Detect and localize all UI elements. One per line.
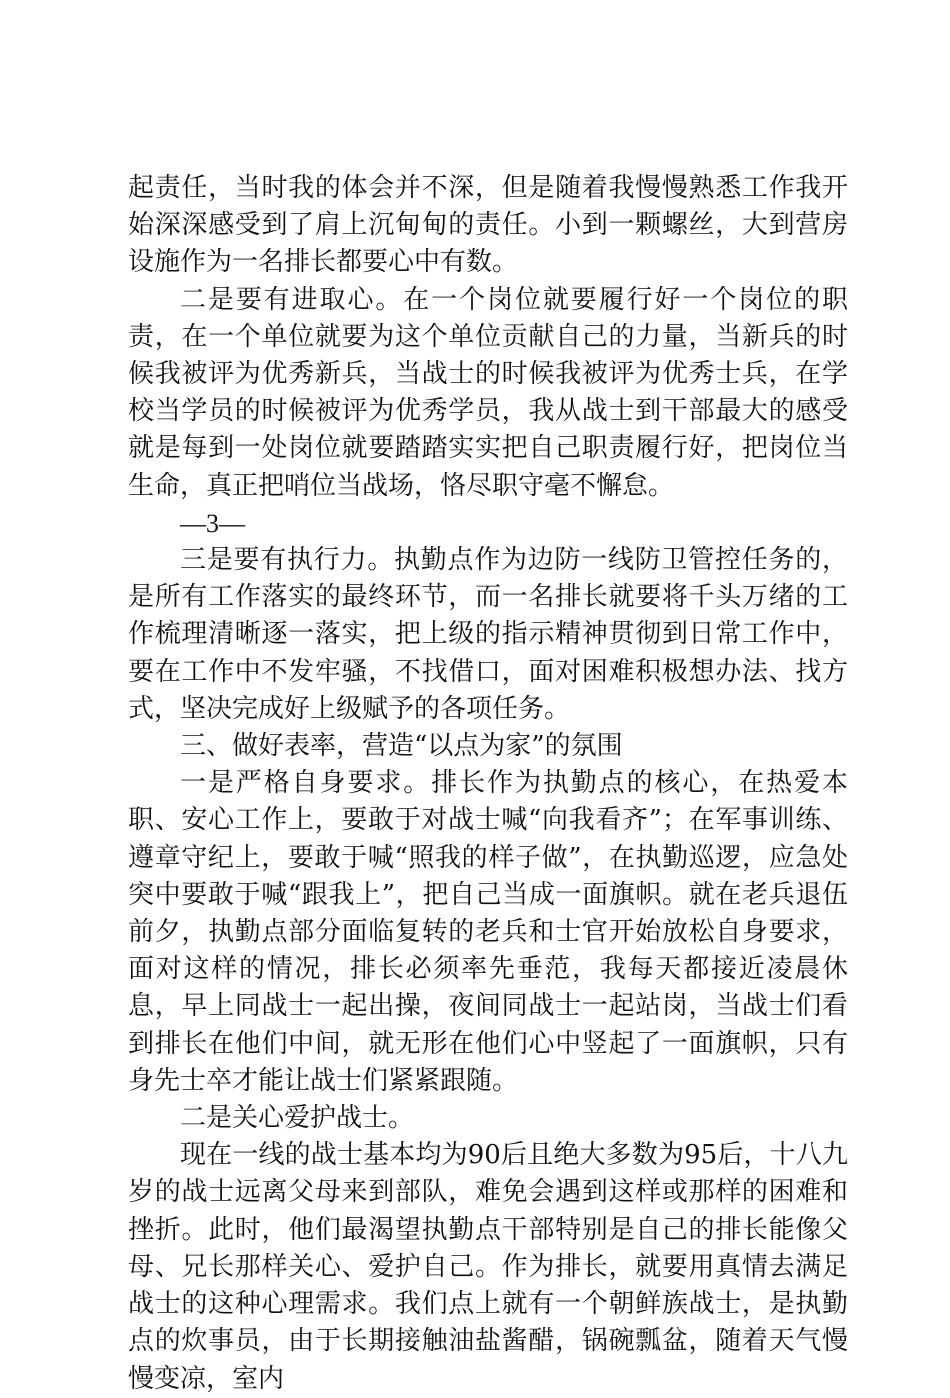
paragraph-care-heading: 二是关心爱护战士。	[180, 1103, 415, 1134]
paragraph-third-point: 三是要有执行力。执勤点作为边防一线防卫管控任务的，是所有工作落实的最终环节，而一名排长就要将千头万绪的工作梳理清晰逐一落实，把上级的指示精神贯彻到日常工作中，要在工作中不发牢骚，不找借口，面对困难积极想办法、找方式，坚决完成好上级赋予的各项任务。	[128, 545, 848, 724]
paragraph-second-point: 二是要有进取心。在一个岗位就要履行好一个岗位的职责，在一个单位就要为这个单位贡献自己的力量，当新兵的时候我被评为优秀新兵，当战士的时候我被评为优秀士兵，在学校当学员的时候被评为优秀学员，我从战士到干部最大的感受就是每到一处岗位就要踏踏实实把自己职责履行好，把岗位当生命，真正把哨位当战场，恪尽职守毫不懈怠。	[128, 284, 848, 501]
page-number: —3—	[180, 508, 245, 538]
paragraph-care-body: 现在一线的战士基本均为90后且绝大多数为95后，十八九岁的战士远离父母来到部队，难免会遇到这样或那样的困难和挫折。此时，他们最渴望执勤点干部特别是自己的排长能像父母、兄长那样关心、爱护自己。作为排长，就要用真情去满足战士的这种心理需求。我们点上就有一个朝鲜族战士，是执勤点的炊事员，由于长期接触油盐酱醋，锅碗瓢盆，随着天气慢慢变凉，室内	[128, 1140, 848, 1394]
paragraph-continuation: 起责任，当时我的体会并不深，但是随着我慢慢熟悉工作我开始深深感受到了肩上沉甸甸的责任。小到一颗螺丝，大到营房设施作为一名排长都要心中有数。	[128, 173, 848, 278]
section-heading: 三、做好表率，营造“以点为家”的氛围	[180, 731, 623, 762]
document-page	[128, 170, 848, 1398]
paragraph-self-discipline: 一是严格自身要求。排长作为执勤点的核心，在热爱本职、安心工作上，要敢于对战士喊“向我看齐”；在军事训练、遵章守纪上，要敢于喊“照我的样子做”，在执勤巡逻，应急处突中要敢于喊“跟我上”，把自己当成一面旗帜。就在老兵退伍前夕，执勤点部分面临复转的老兵和士官开始放松自身要求，面对这样的情况，排长必须率先垂范，我每天都接近凌晨休息，早上同战士一起出操，夜间同战士一起站岗，当战士们看到排长在他们中间，就无形在他们心中竖起了一面旗帜，只有身先士卒才能让战士们紧紧跟随。	[128, 768, 848, 1096]
